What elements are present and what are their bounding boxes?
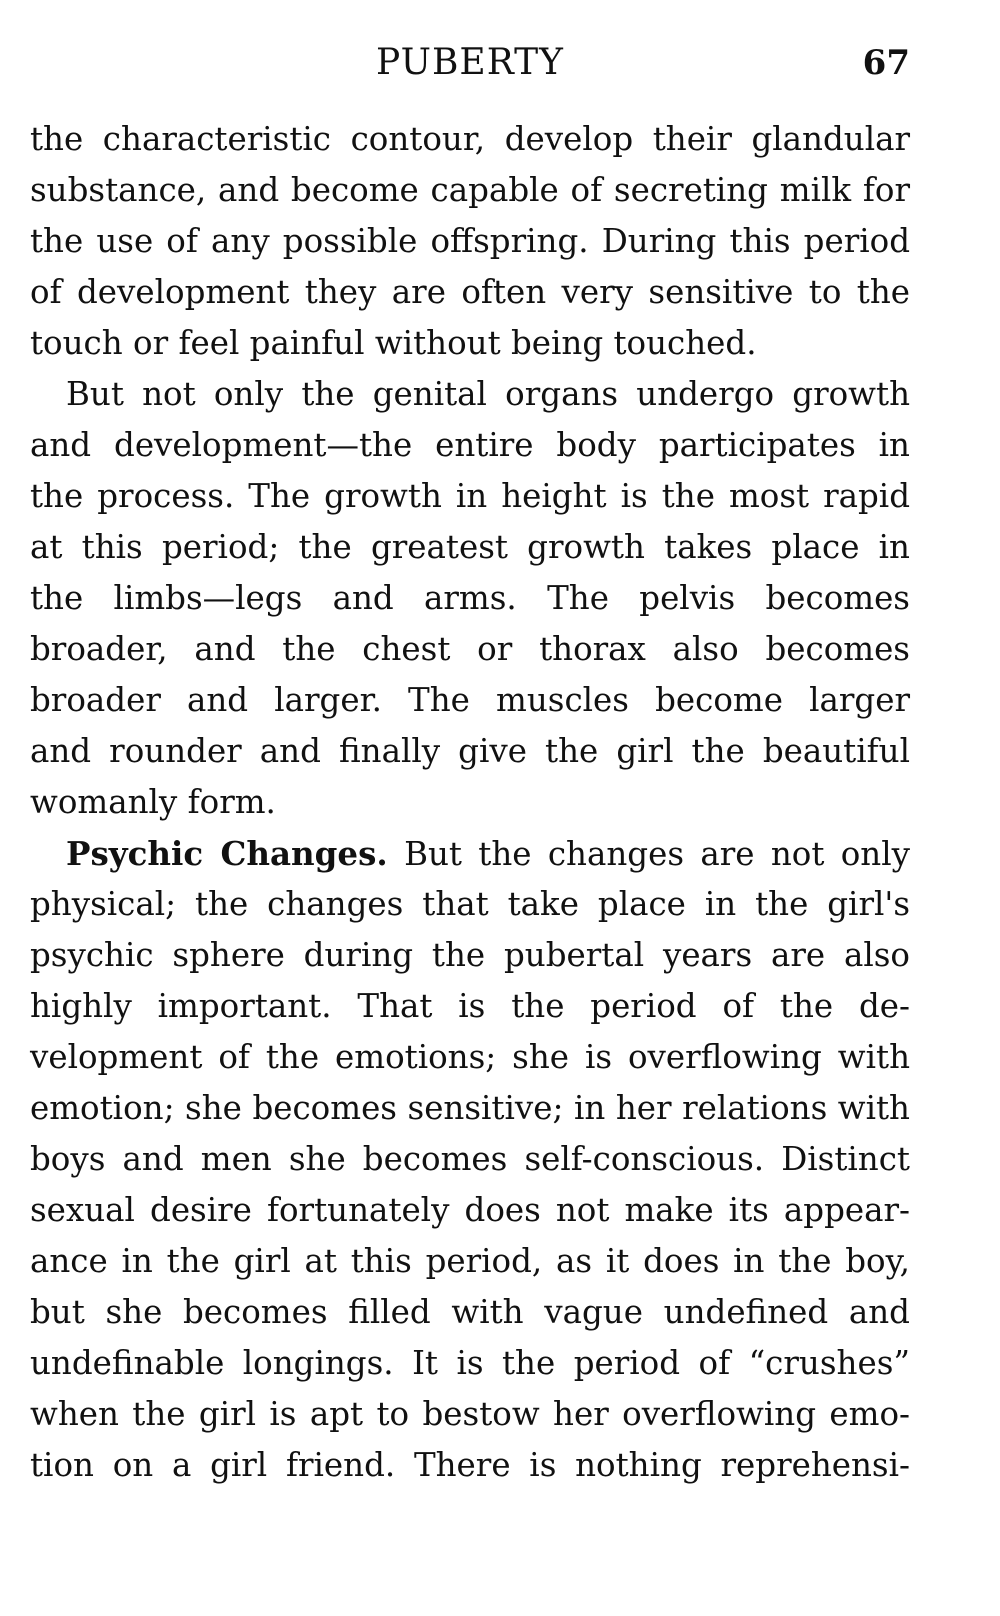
text-line [30,828,910,879]
text-line: and rounder and finally give the girl the beautiful [30,732,910,770]
text-line: when the girl is apt to bestow her overflowing emo- [30,1395,910,1433]
body-text [30,114,910,1491]
paragraph [30,114,910,369]
text-line: tion on a girl friend. There is nothing reprehensi- [30,1446,910,1484]
text-line: velopment of the emotions; she is overflowing with [30,1038,910,1076]
text-line: touch or feel painful without being touched. [30,324,757,362]
text-line: boys and men she becomes self-conscious. Distinct [30,1140,910,1178]
text-line: undefinable longings. It is the period of “crushes” [30,1344,910,1382]
text-line: psychic sphere during the pubertal years are also [30,936,910,974]
text-line: womanly form. [30,783,276,821]
text-line: broader, and the chest or thorax also becomes [30,630,910,668]
text-line: sexual desire fortunately does not make its appear- [30,1191,910,1229]
page-number: 67 [862,43,910,83]
text-line: the use of any possible offspring. During this period [30,222,910,260]
paragraph [30,369,910,828]
text-line: physical; the changes that take place in the girl's [30,885,910,923]
text-line: emotion; she becomes sensitive; in her relations with [30,1089,910,1127]
text-line: substance, and become capable of secreting milk for [30,171,910,209]
section-heading: Psychic Changes. [66,834,388,873]
page-header [30,38,910,88]
text-line: the process. The growth in height is the most rapid [30,477,910,515]
text-line: the characteristic contour, develop their glandular [30,120,910,158]
text-line: broader and larger. The muscles become larger [30,681,910,719]
text-line: but she becomes filled with vague undefined and [30,1293,910,1331]
text-line: But not only the genital organs undergo growth [66,375,910,413]
running-title: PUBERTY [376,42,564,83]
text-line: ance in the girl at this period, as it does in the boy, [30,1242,910,1280]
text-line: and development—the entire body participates in [30,426,910,464]
text-line: highly important. That is the period of the de- [30,987,910,1025]
paragraph [30,828,910,1491]
text-line: the limbs—legs and arms. The pelvis becomes [30,579,910,617]
text-line: at this period; the greatest growth takes place in [30,528,910,566]
heading-line-text: But the changes are not only [404,835,910,873]
text-line: of development they are often very sensitive to the [30,273,910,311]
